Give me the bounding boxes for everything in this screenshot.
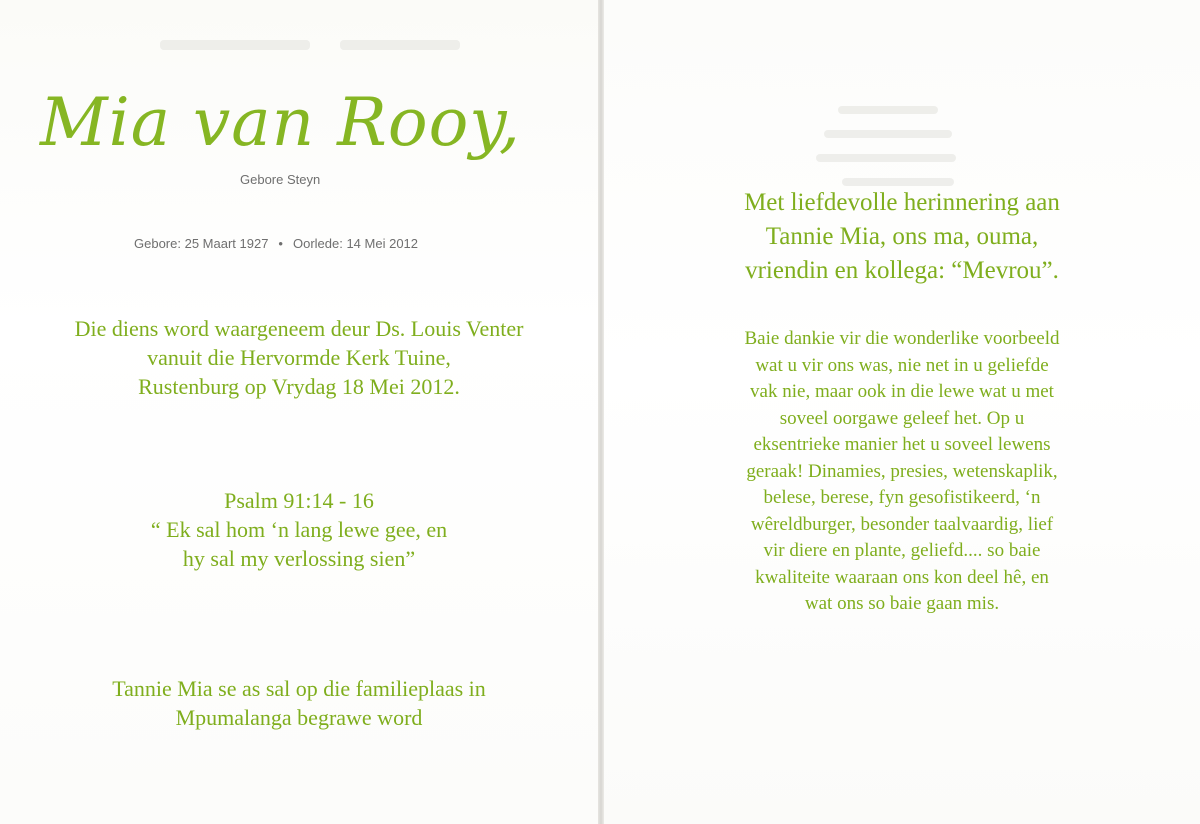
date-separator: •	[278, 236, 283, 251]
burial-line: Mpumalanga begrawe word	[175, 705, 423, 730]
psalm-line: hy sal my verlossing sien”	[182, 546, 416, 571]
memory-line: Tannie Mia, ons ma, ouma,	[765, 223, 1039, 250]
deceased-name: Mia van Rooy,	[40, 84, 521, 161]
show-through-mark	[842, 178, 954, 186]
tribute-line: wat ons so baie gaan mis.	[804, 593, 1000, 614]
burial-line: Tannie Mia se as sal op die familieplaas in	[112, 676, 486, 701]
show-through-mark	[816, 154, 956, 162]
birth-date: Gebore: 25 Maart 1927	[134, 236, 269, 251]
tribute-line: kwaliteite waaraan ons kon deel hê, en	[755, 566, 1049, 588]
tribute-line: wat u vir ons was, nie net in u geliefde	[755, 354, 1049, 376]
psalm-quote	[0, 486, 598, 573]
tribute-line: vir diere en plante, geliefd.... so baie	[763, 540, 1041, 561]
service-line: Rustenburg op Vrydag 18 Mei 2012.	[138, 374, 460, 399]
burial-note	[0, 674, 598, 732]
show-through-mark	[340, 40, 460, 50]
tribute-line: wêreldburger, besonder taalvaardig, lief	[750, 513, 1054, 535]
service-details	[0, 314, 598, 401]
tribute-line: soveel oorgawe geleef het. Op u	[779, 407, 1025, 429]
life-dates	[134, 236, 418, 251]
tribute-line: vak nie, maar ook in die lewe wat u met	[750, 381, 1054, 402]
tribute-line: Baie dankie vir die wonderlike voorbeeld	[744, 328, 1060, 349]
show-through-mark	[160, 40, 310, 50]
memory-line: Met liefdevolle herinnering aan	[744, 189, 1060, 216]
tribute-line: eksentrieke manier het u soveel lewens	[753, 434, 1051, 455]
memory-heading	[604, 186, 1200, 288]
psalm-reference: Psalm 91:14 - 16	[224, 488, 374, 513]
death-date: Oorlede: 14 Mei 2012	[292, 236, 419, 251]
maiden-name: Gebore Steyn	[240, 172, 321, 187]
tribute-line: belese, berese, fyn gesofistikeerd, ‘n	[763, 487, 1041, 508]
memory-line: vriendin en kollega: “Mevrou”.	[745, 257, 1059, 284]
show-through-mark	[824, 130, 952, 138]
tribute-text	[604, 326, 1200, 618]
show-through-mark	[838, 106, 938, 114]
service-line: Die diens word waargeneem deur Ds. Louis Venter	[74, 316, 524, 341]
tribute-line: geraak! Dinamies, presies, wetenskaplik,	[746, 460, 1058, 482]
service-line: vanuit die Hervormde Kerk Tuine,	[147, 345, 451, 370]
psalm-line: “ Ek sal hom ‘n lang lewe gee, en	[150, 517, 448, 542]
